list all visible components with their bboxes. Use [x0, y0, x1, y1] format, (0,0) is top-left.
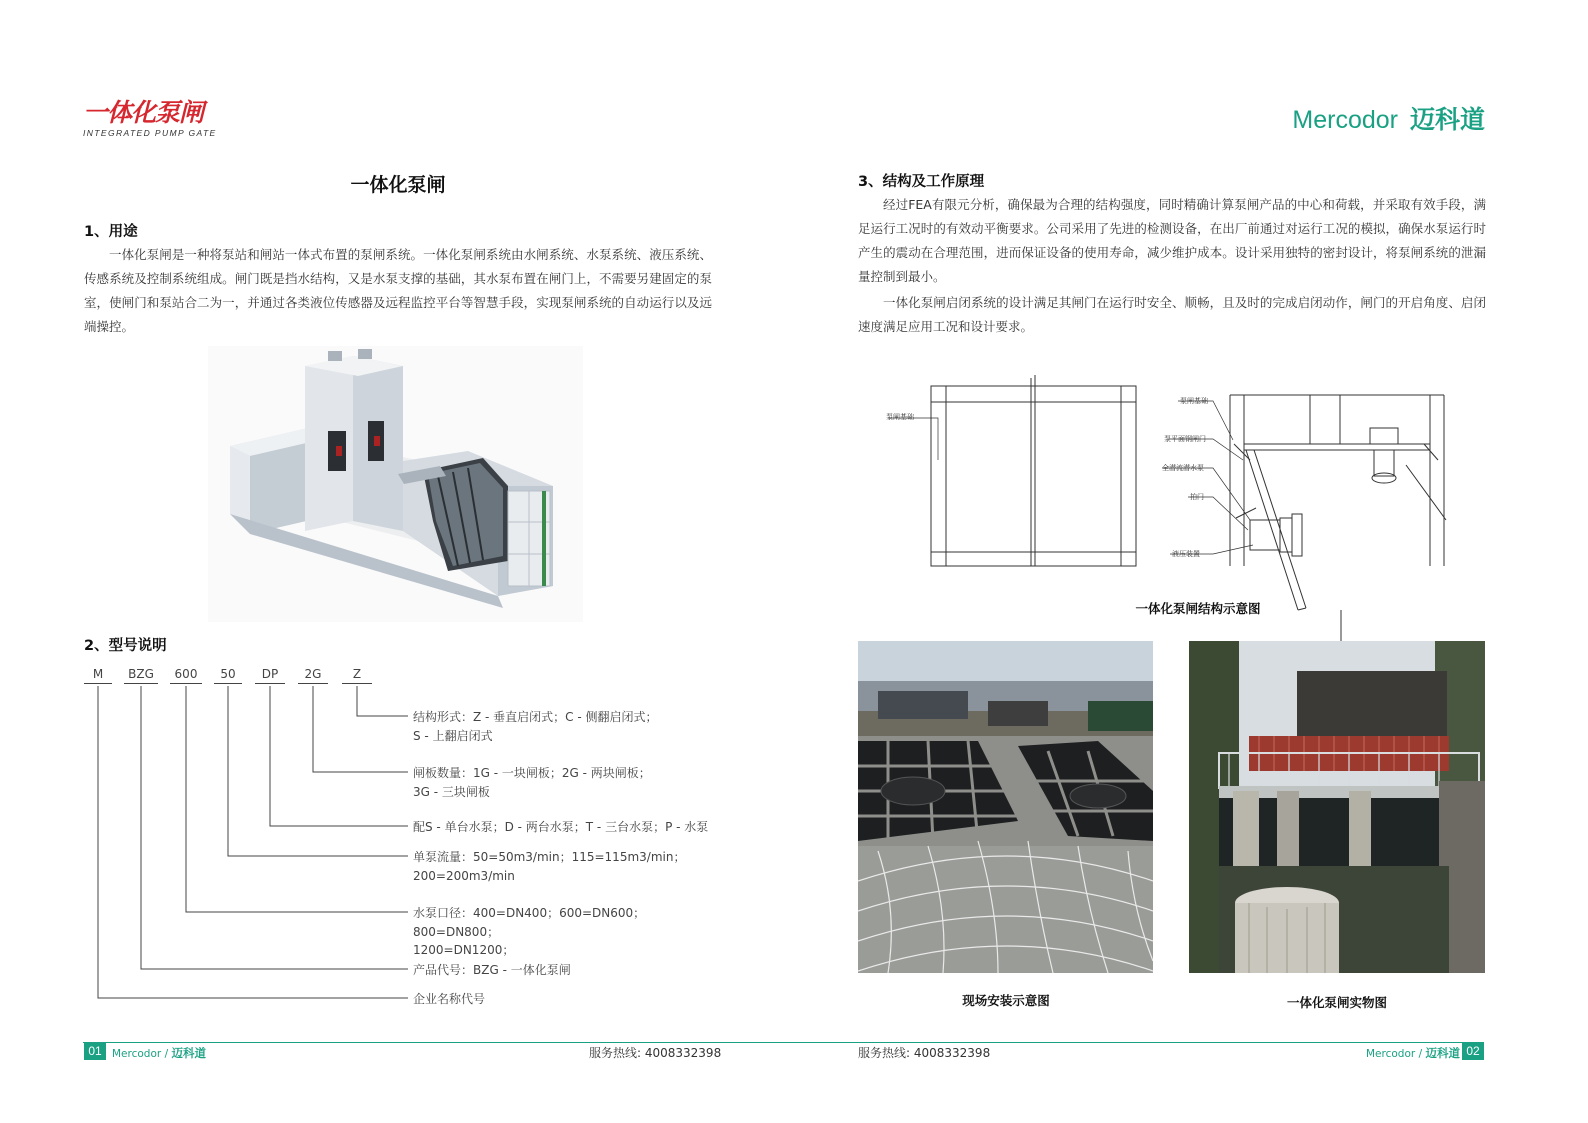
- footer-brand-left: Mercodor / 迈科道: [112, 1046, 206, 1060]
- hotline-right: 服务热线: 4008332398: [858, 1046, 991, 1060]
- section-heading-structure: 3、结构及工作原理: [858, 174, 985, 190]
- legend-pump-flow: 单泵流量：50=50m3/min；115=115m3/min； 200=200m3/min: [413, 850, 686, 883]
- section-heading-model: 2、型号说明: [84, 638, 167, 654]
- code-seg-z: Z: [352, 667, 362, 681]
- brand-logo-right: [1292, 100, 1485, 136]
- diagram-label-left: 泵闸基础: [886, 413, 914, 421]
- page-number-right: 02: [1462, 1043, 1484, 1060]
- diagram-caption: 一体化泵闸结构示意图: [1135, 601, 1261, 616]
- footer-rule: [83, 1042, 1484, 1043]
- section-body-structure-p2: 一体化泵闸启闭系统的设计满足其闸门在运行时安全、顺畅，且及时的完成启闭动作，闸门的开启角度、启闭速度满足应用工况和设计要求。: [858, 295, 1486, 334]
- legend-pump-config: 配S - 单台水泵；D - 两台水泵；T - 三台水泵；P - 水泵: [413, 820, 709, 834]
- hotline-left: 服务热线: 4008332398: [589, 1046, 722, 1060]
- installation-photo-caption: 现场安装示意图: [962, 993, 1050, 1008]
- installation-site-photo: [858, 641, 1153, 973]
- diagram-label-gate: 泵平面钢闸门: [1164, 435, 1206, 443]
- code-seg-bzg: BZG: [128, 667, 154, 681]
- diagram-label-hydraulic: 液压装置: [1172, 550, 1200, 558]
- brand-name-cn: 一体化泵闸: [83, 98, 204, 127]
- diagram-label-flap: 拍门: [1190, 493, 1204, 501]
- code-seg-600: 600: [174, 667, 198, 681]
- page-number-left: 01: [84, 1043, 106, 1060]
- model-code-connectors: [0, 0, 420, 1010]
- section-body-usage: 一体化泵闸是一种将泵站和闸站一体式布置的泵闸系统。一体化泵闸系统由水闸系统、水泵系统、液压系统、传感系统及控制系统组成。闸门既是挡水结构，又是水泵支撑的基础，其水泵布置在闸门上，不需要另建固定的泵室，使闸门和泵站合二为一，并通过各类液位传感器及远程监控平台等智慧手段，实现泵闸系统的自动运行以及远端操控。: [84, 247, 712, 334]
- legend-gate-count: 闸板数量：1G - 一块闸板；2G - 两块闸板； 3G - 三块闸板: [413, 766, 651, 799]
- code-seg-50: 50: [220, 667, 236, 681]
- pump-gate-photo: [1189, 641, 1485, 973]
- code-seg-dp: DP: [261, 667, 279, 681]
- brand-name-en: INTEGRATED PUMP GATE: [83, 128, 217, 138]
- footer-brand-right: Mercodor / 迈科道: [1366, 1046, 1460, 1060]
- section-heading-usage: 1、用途: [84, 224, 138, 240]
- legend-pump-diameter: 水泵口径：400=DN400；600=DN600；800=DN800； 1200=DN1200；: [413, 906, 646, 957]
- code-seg-m: M: [92, 667, 104, 681]
- pump-gate-photo-caption: 一体化泵闸实物图: [1286, 995, 1387, 1010]
- diagram-label-foundation: 泵闸基础: [1180, 397, 1208, 405]
- brand-right-cn: 迈科道: [1409, 105, 1485, 134]
- legend-company-code: 企业名称代号: [413, 992, 486, 1006]
- legend-product-code: 产品代号：BZG - 一体化泵闸: [413, 963, 571, 977]
- legend-structure-type: 结构形式：Z - 垂直启闭式；C - 侧翻启闭式； S - 上翻启闭式: [413, 710, 658, 743]
- brand-right-en: Mercodor: [1292, 106, 1398, 134]
- section-body-structure-p1: 经过FEA有限元分析，确保最为合理的结构强度，同时精确计算泵闸产品的中心和荷载，并采取有效手段，满足运行工况时的有效动平衡要求。公司采用了先进的检测设备，在出厂前通过对运行工况的模拟，确保水泵运行时产生的震动在合理范围，进而保证设备的使用寿命，减少维护成本。设计采用独特的密封设计，将泵闸系统的泄漏量控制到最小。: [858, 197, 1486, 284]
- diagram-label-pump: 全潜流潜水泵: [1162, 464, 1204, 472]
- page-title: 一体化泵闸: [350, 174, 446, 196]
- code-seg-2g: 2G: [304, 667, 322, 681]
